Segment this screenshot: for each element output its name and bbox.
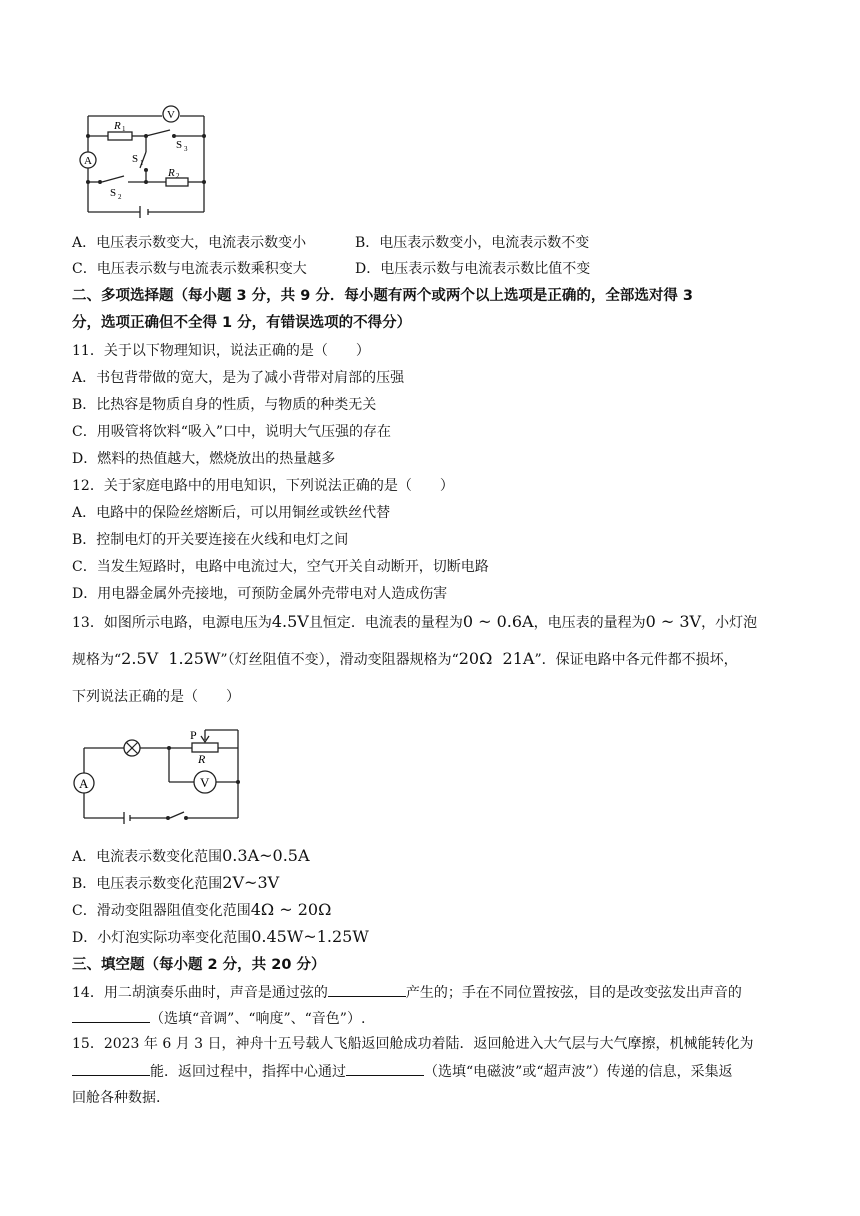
q15-line2: [72, 1061, 733, 1082]
r2-label: R: [168, 167, 175, 179]
q14-line1: [72, 982, 742, 1003]
q13-rheostat-label: R: [198, 752, 206, 766]
q15-line1: 15．2023 年 6 月 3 日，神舟十五号载人飞船返回舱成功着陆．返回舱进入大气层与大气摩擦，机械能转化为: [72, 1036, 754, 1052]
q15-blank-2[interactable]: [346, 1061, 424, 1076]
q13-line1: [72, 612, 757, 633]
q13-slider-label: P: [190, 728, 197, 742]
q13-option-d: [72, 927, 369, 948]
section2-title-line1: 二、多项选择题（每小题 3 分，共 9 分．每小题有两个或两个以上选项是正确的，全部选对得 3: [72, 288, 694, 304]
q13-option-c-text: C．滑动变阻器阻值变化范围: [72, 903, 251, 919]
q12-option-c: C．当发生短路时，电路中电流过大，空气开关自动断开，切断电路: [72, 559, 489, 575]
q15-text-c: （选填“电磁波”或“超声波”）传递的信息，采集返: [424, 1064, 733, 1080]
q15-blank-1[interactable]: [72, 1061, 150, 1076]
q11-option-c: C．用吸管将饮料“吸入”口中，说明大气压强的存在: [72, 424, 392, 440]
q12-option-a: A．电路中的保险丝熔断后，可以用铜丝或铁丝代替: [72, 505, 391, 521]
q11-option-a: A．书包背带做的宽大，是为了减小背带对肩部的压强: [72, 370, 405, 386]
q13-option-c-value: 4Ω ~ 20Ω: [250, 900, 332, 919]
q13-rheostat-spec: 20Ω 21A: [458, 649, 535, 668]
q13-option-d-value: 0.45W~1.25W: [251, 927, 369, 946]
q13-line1-d: ，小灯泡: [701, 615, 758, 631]
q14-line2: [72, 1008, 365, 1029]
q13-line2-c: ”．保证电路中各元件都不损坏，: [534, 652, 738, 668]
q14-blank-2[interactable]: [72, 1008, 150, 1023]
q13-option-a-value: 0.3A~0.5A: [222, 846, 310, 865]
section3-title: 三、填空题（每小题 2 分，共 20 分）: [72, 957, 326, 973]
q13-ammeter-label: A: [79, 776, 89, 791]
s3-sub: 3: [184, 145, 188, 153]
s2-label: S: [110, 187, 117, 199]
q13-line2: [72, 649, 738, 670]
r1-sub: 1: [122, 125, 126, 133]
q13-line1-b: 且恒定．电流表的量程为: [308, 615, 463, 631]
q13-option-b-value: 2V~3V: [222, 873, 280, 892]
q11-option-d: D．燃料的热值越大，燃烧放出的热量越多: [72, 451, 336, 467]
q13-option-d-text: D．小灯泡实际功率变化范围: [72, 930, 252, 946]
q15-line3: 回舱各种数据.: [72, 1090, 161, 1106]
q13-line3: 下列说法正确的是（ ）: [72, 689, 240, 705]
r2-sub: 2: [176, 172, 180, 180]
s2-sub: 2: [118, 193, 122, 201]
q10-option-b: B．电压表示数变小，电流表示数不变: [355, 235, 590, 251]
s1-label: S: [132, 153, 139, 165]
circuit-diagram-q13: [72, 726, 247, 836]
q13-voltmeter-label: V: [200, 775, 210, 790]
q12-option-b: B．控制电灯的开关要连接在火线和电灯之间: [72, 532, 349, 548]
q13-option-a-text: A．电流表示数变化范围: [72, 849, 223, 865]
q13-option-b: [72, 873, 279, 894]
q15-text-b: 能．返回过程中，指挥中心通过: [150, 1064, 346, 1080]
q13-line2-a: 规格为“: [72, 652, 122, 668]
q13-bulb-spec: 2.5V 1.25W: [121, 649, 221, 668]
q10-option-a: A．电压表示数变大，电流表示数变小: [72, 235, 307, 251]
voltmeter-label: V: [167, 109, 175, 121]
q12-option-d: D．用电器金属外壳接地，可预防金属外壳带电对人造成伤害: [72, 586, 448, 602]
q13-option-c: [72, 900, 331, 921]
ammeter-label: A: [84, 155, 92, 167]
q13-line2-b: ”（灯丝阻值不变），滑动变阻器规格为“: [220, 652, 459, 668]
q13-ammeter-range: 0 ~ 0.6A: [462, 612, 534, 631]
r1-label: R: [114, 120, 121, 132]
q14-text-a: 14．用二胡演奏乐曲时，声音是通过弦的: [72, 985, 328, 1001]
q11-option-b: B．比热容是物质自身的性质，与物质的种类无关: [72, 397, 377, 413]
q13-option-b-text: B．电压表示数变化范围: [72, 876, 223, 892]
q10-option-c: C．电压表示数与电流表示数乘积变大: [72, 261, 307, 277]
section2-title-line2: 分，选项正确但不全得 1 分，有错误选项的不得分）: [72, 315, 412, 331]
q13-line1-c: ，电压表的量程为: [533, 615, 646, 631]
s1-sub: 1: [140, 159, 144, 167]
q14-blank-1[interactable]: [328, 982, 406, 997]
q13-voltmeter-range: 0 ~ 3V: [645, 612, 702, 631]
q13-option-a: [72, 846, 310, 867]
q10-option-d: D．电压表示数与电流表示数比值不变: [355, 261, 591, 277]
q13-line1-a: 13．如图所示电路，电源电压为: [72, 615, 272, 631]
s3-label: S: [176, 139, 183, 151]
q14-text-b: 产生的；手在不同位置按弦，目的是改变弦发出声音的: [405, 985, 742, 1001]
q14-text-c: （选填“音调”、“响度”、“音色”）.: [150, 1011, 366, 1027]
q11-stem: 11．关于以下物理知识，说法正确的是（ ）: [72, 343, 370, 359]
circuit-diagram-q10: [70, 98, 220, 218]
q12-stem: 12．关于家庭电路中的用电知识，下列说法正确的是（ ）: [72, 478, 454, 494]
q13-source-voltage: 4.5V: [271, 612, 309, 631]
